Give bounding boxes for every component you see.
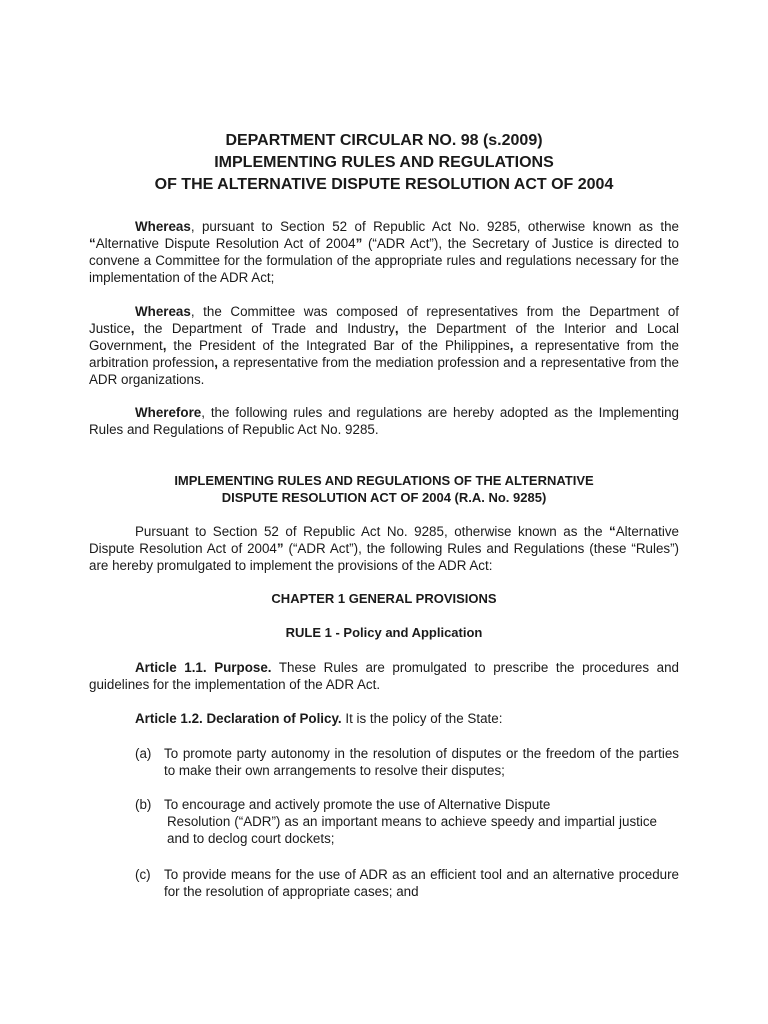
article-1-2: Article 1.2. Declaration of Policy. It is the policy of the State:: [135, 711, 503, 726]
policy-item-c: [135, 866, 679, 900]
policy-item-text: To provide means for the use of ADR as an efficient tool and an alternative procedure for the resolution of appropriate cases; and: [164, 867, 679, 899]
policy-item-text: To encourage and actively promote the use of Alternative Dispute Resolution (“ADR”) as an important means to achieve speedy and impartial justice and to declog court dockets;: [164, 797, 657, 846]
irr-heading-line-1: IMPLEMENTING RULES AND REGULATIONS OF THE ALTERNATIVE: [174, 473, 594, 488]
whereas-lead: Whereas: [135, 219, 191, 234]
whereas-lead: Whereas: [135, 304, 191, 319]
document-title: [89, 130, 679, 196]
irr-heading: [89, 472, 679, 506]
rule-heading: RULE 1 - Policy and Application: [285, 625, 483, 640]
article-1-1: Article 1.1. Purpose. These Rules are promulgated to prescribe the procedures and guidelines for the implementation of the ADR Act.: [89, 660, 679, 692]
chapter-heading: CHAPTER 1 GENERAL PROVISIONS: [271, 591, 497, 606]
wherefore-lead: Wherefore: [135, 405, 202, 420]
article-1-1-heading: Article 1.1. Purpose.: [135, 660, 272, 675]
whereas-paragraph-1: Whereas, pursuant to Section 52 of Republic Act No. 9285, otherwise known as the “Alternative Dispute Resolution Act of 2004” (“ADR Act”), the Secretary of Justice is directed to convene a Committee for the formulation of the appropriate rules and regulations necessary for the implementation of the ADR Act;: [89, 219, 679, 285]
policy-item-b: [135, 796, 679, 847]
title-line-2: IMPLEMENTING RULES AND REGULATIONS: [214, 154, 554, 171]
article-1-2-heading: Article 1.2. Declaration of Policy.: [135, 711, 342, 726]
pursuant-paragraph: Pursuant to Section 52 of Republic Act No. 9285, otherwise known as the “Alternative Dispute Resolution Act of 2004” (“ADR Act”), the following Rules and Regulations (these “Rules”) are hereby promulgated to implement the provisions of the ADR Act:: [89, 524, 680, 573]
policy-item-text: To promote party autonomy in the resolution of disputes or the freedom of the parties to make their own arrangements to resolve their disputes;: [164, 746, 679, 778]
policy-item-a: [135, 745, 679, 779]
list-marker: (c): [135, 867, 151, 882]
title-line-1: DEPARTMENT CIRCULAR NO. 98 (s.2009): [225, 132, 543, 149]
title-line-3: OF THE ALTERNATIVE DISPUTE RESOLUTION ACT OF 2004: [154, 176, 614, 193]
list-marker: (a): [135, 746, 152, 761]
whereas-paragraph-2: Whereas, the Committee was composed of representatives from the Department of Justice, the Department of Trade and Industry, the Department of the Interior and Local Government, the President of the Integrated Bar of the Philippines, a representative from the arbitration profession, a representative from the mediation profession and a representative from the ADR organizations.: [89, 304, 679, 387]
list-marker: (b): [135, 797, 152, 812]
wherefore-paragraph: Wherefore, the following rules and regulations are hereby adopted as the Implementing Rules and Regulations of Republic Act No. 9285.: [89, 405, 679, 437]
irr-heading-line-2: DISPUTE RESOLUTION ACT OF 2004 (R.A. No. 9285): [221, 490, 547, 505]
